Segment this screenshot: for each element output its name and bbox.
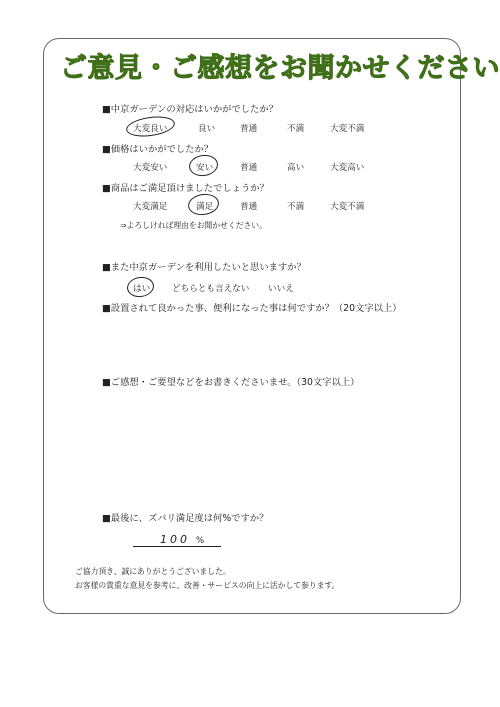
question-comments: ■ご感想・ご要望などをお書きくださいませ。（30文字以上） xyxy=(102,377,360,388)
question-satisfaction-percent: ■最後に、ズバリ満足度は何%ですか？ xyxy=(102,513,269,524)
option-average[interactable]: 普通 xyxy=(240,124,258,134)
reason-prompt: ⇒よろしければ理由をお聞かせください。 xyxy=(120,221,267,230)
question-product-satisfaction: ■商品はご満足頂けましたでしょうか？ xyxy=(102,183,269,194)
percent-unit: % xyxy=(196,536,205,546)
option-very-satisfied[interactable]: 大変満足 xyxy=(133,202,168,212)
option-good[interactable]: 良い xyxy=(198,124,216,134)
option-no[interactable]: いいえ xyxy=(268,284,294,294)
option-very-dissatisfied[interactable]: 大変不満 xyxy=(330,124,365,134)
option-very-dissatisfied[interactable]: 大変不満 xyxy=(330,202,365,212)
option-cheap[interactable]: 安い xyxy=(196,163,214,173)
option-satisfied[interactable]: 満足 xyxy=(196,202,214,212)
question-staff-response: ■中京ガーデンの対応はいかがでしたか？ xyxy=(102,104,278,115)
thank-you-text: ご協力頂き、誠にありがとうございました。 xyxy=(75,567,231,576)
answer-underline xyxy=(133,546,221,547)
improvement-text: お客様の貴重な意見を参考に、改善・サービスの向上に活かして参ります。 xyxy=(75,581,340,590)
option-average[interactable]: 普通 xyxy=(240,202,258,212)
question-benefits: ■設置されて良かった事、便利になった事は何ですか？（20文字以上） xyxy=(102,303,402,314)
option-neither[interactable]: どちらとも言えない xyxy=(172,284,250,294)
option-average[interactable]: 普通 xyxy=(240,163,258,173)
option-yes[interactable]: はい xyxy=(133,284,151,294)
option-dissatisfied[interactable]: 不満 xyxy=(287,124,305,134)
option-very-cheap[interactable]: 大変安い xyxy=(133,163,168,173)
page-title: ご意見・ご感想をお聞かせください xyxy=(60,53,500,84)
option-expensive[interactable]: 高い xyxy=(287,163,305,173)
option-dissatisfied[interactable]: 不満 xyxy=(287,202,305,212)
option-very-good[interactable]: 大変良い xyxy=(133,124,168,134)
question-price: ■価格はいかがでしたか？ xyxy=(102,144,214,155)
question-use-again: ■また中京ガーデンを利用したいと思いますか？ xyxy=(102,262,306,273)
option-very-expensive[interactable]: 大変高い xyxy=(330,163,365,173)
satisfaction-answer[interactable]: 100 xyxy=(160,533,190,546)
